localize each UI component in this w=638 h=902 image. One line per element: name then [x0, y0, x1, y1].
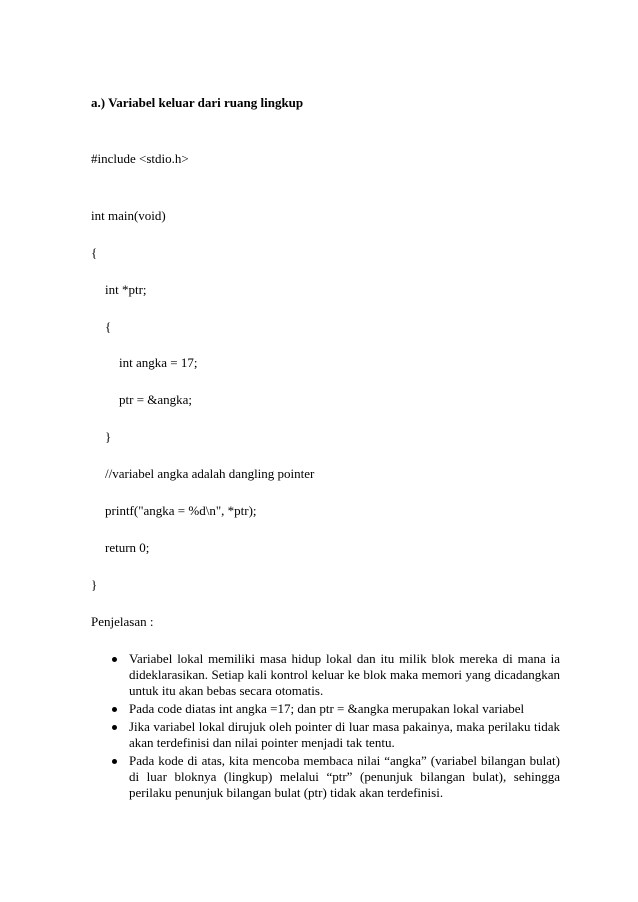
code-main-declaration: int main(void) — [91, 208, 166, 223]
bullet-text: Variabel lokal memiliki masa hidup lokal dan itu milik blok mereka di mana ia dideklarasikan. Setiap kali kontrol keluar ke blok maka memori yang dicadangkan untuk itu akan bebas secara otomatis. — [129, 651, 560, 698]
code-comment-line: //variabel angka adalah dangling pointer — [105, 466, 315, 481]
code-close-brace-inner: } — [105, 429, 112, 444]
bullet-dot-icon — [112, 725, 117, 730]
code-printf-line: printf("angka = %d\n", *ptr); — [105, 503, 257, 518]
code-open-brace-inner: { — [105, 319, 112, 334]
bullet-dot-icon — [112, 707, 117, 712]
code-include-line: #include <stdio.h> — [91, 151, 189, 166]
section-heading: a.) Variabel keluar dari ruang lingkup — [91, 95, 304, 110]
code-ptr-assignment: ptr = &angka; — [119, 392, 193, 407]
bullet-text: Jika variabel lokal dirujuk oleh pointer di luar masa pakainya, maka perilaku tidak akan terdefinisi dan nilai pointer menjadi tak tentu. — [129, 719, 560, 750]
bullet-dot-icon — [112, 759, 117, 764]
list-item — [129, 701, 560, 717]
bullet-text: Pada code diatas int angka =17; dan ptr = &angka merupakan lokal variabel — [129, 701, 525, 716]
list-item — [129, 719, 560, 751]
bullet-text: Pada kode di atas, kita mencoba membaca nilai “angka” (variabel bilangan bulat) di luar bloknya (lingkup) melalui “ptr” (penunjuk bilangan bulat), sehingga perilaku penunjuk bilangan bulat (ptr) tidak akan terdefinisi. — [129, 753, 560, 800]
code-angka-declaration: int angka = 17; — [119, 355, 198, 370]
list-item — [129, 753, 560, 801]
code-close-brace-outer: } — [91, 577, 98, 592]
explanation-bullet-list — [0, 651, 638, 803]
explanation-label: Penjelasan : — [91, 614, 154, 629]
bullet-dot-icon — [112, 657, 117, 662]
code-open-brace-outer: { — [91, 245, 98, 260]
code-return-line: return 0; — [105, 540, 150, 555]
code-ptr-declaration: int *ptr; — [105, 282, 147, 297]
list-item — [129, 651, 560, 699]
